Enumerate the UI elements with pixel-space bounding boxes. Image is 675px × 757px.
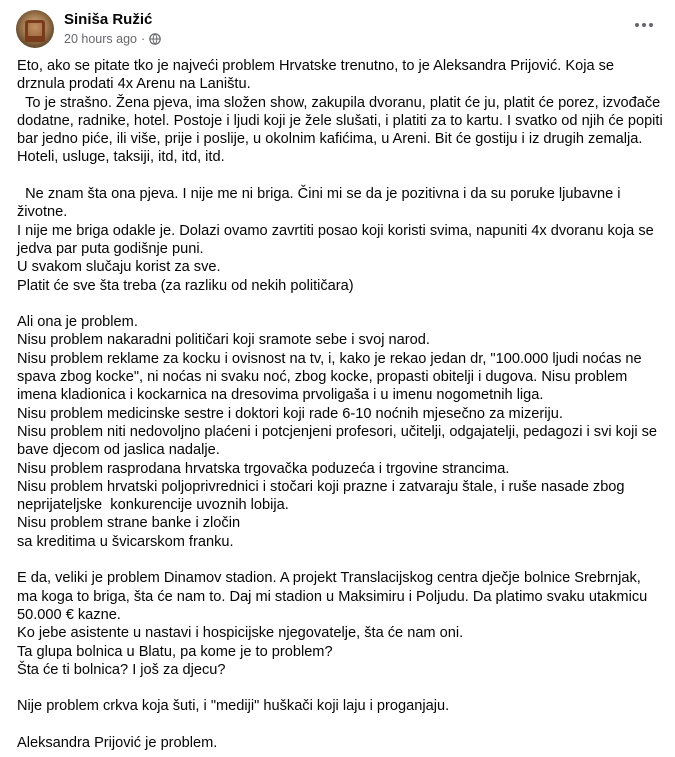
post-text-line: Nisu problem nakaradni političari koji sramote sebe i svoj narod. [17,332,430,349]
post-text-line: Nisu problem niti nedovoljno plaćeni i potcjenjeni profesori, učitelji, odgajatelji, pedagozi i svi koji se bave djecom od jaslica nadalje. [17,423,662,459]
post-text-line: Nisu problem strane banke i zločin [17,515,241,532]
post-timestamp[interactable]: 20 hours ago [64,32,137,46]
post-paragraph [17,697,665,715]
post-text-line: I nije me briga odakle je. Dolazi ovamo zavrtiti posao koji koristi svima, napuniti 4x dvoranu koja se jedva par puta godišnje puni. [17,222,658,257]
post-paragraph [17,734,665,752]
post-header [16,8,661,52]
post-paragraph [17,185,665,295]
post-text-line: Platit će sve šta treba (za razliku od nekih političara) [17,277,354,294]
post-text-line: Nisu problem hrvatski poljoprivrednici i stočari koji prazne i zatvaraju štale, i ruše nasade zbog neprijateljske konkurencije uvoznih lobija. [17,478,629,514]
post-paragraph [17,569,665,679]
post-text-line: Nije problem crkva koja šuti, i "mediji" huškači koji laju i proganjaju. [17,698,450,715]
avatar-image [25,20,45,42]
post-paragraph [17,313,665,551]
post-text-line: Nisu problem rasprodana hrvatska trgovačka poduzeća i trgovine strancima. [17,460,510,477]
post-text-line: Šta će ti bolnica? I još za djecu? [17,661,226,678]
post-text-line: To je strašno. Žena pjeva, ima složen show, zakupila dvoranu, platit će ju, platit će porez, izvođače dodatne, radnike, hotel. Postoje i ljudi koji je žele slušati, i platiti za to kartu. I svatko od njih će popiti bar jedno piće, ili više, prije i poslije, u okolnim kafićima, u Areni. Bit će gostiju i iz drugih zemalja. Hoteli, usluge, taksiji, itd, itd, itd. [17,94,667,166]
post-text-line: U svakom slučaju korist za sve. [17,259,221,276]
post-text-line: Ali ona je problem. [17,314,138,331]
globe-icon[interactable] [149,33,161,45]
post-text-line: Nisu problem medicinske sestre i doktori koji rade 6-10 noćnih mjesečno za mizeriju. [17,405,563,422]
post-paragraph [17,57,665,167]
more-options-icon[interactable] [629,12,659,38]
post-text-line: E da, veliki je problem Dinamov stadion. A projekt Translacijskog centra dječje bolnice Srebrnjak, ma koga to briga, šta će nam to. Daj mi stadion u Maksimiru i Poljudu. Da platimo svaku utakmicu 50.000 € kazne. [17,570,652,623]
post-meta [64,32,161,46]
post-text-line: Ne znam šta ona pjeva. I nije me ni briga. Čini mi se da je pozitivna i da su poruke ljubavne i životne. [17,186,625,221]
post-text-line: Aleksandra Prijović je problem. [17,734,218,751]
post-text-line: sa kreditima u švicarskom franku. [17,533,234,550]
author-name[interactable]: Siniša Ružić [64,11,153,28]
meta-separator: · [140,32,146,46]
post-text-line: Nisu problem reklame za kocku i ovisnost na tv, i, kako je rekao jedan dr, "100.000 ljudi noćas ne spava zbog kocke", ni noćas ni svaku noć, zbog kocke, propasti obitelji i dugova. Nisu problem imena kladionica i kockarnica na dresovima prvoligaša i u imenu nogometnih liga. [17,350,646,404]
post-body [17,57,665,752]
post-text-line: Ta glupa bolnica u Blatu, pa kome je to problem? [17,643,333,660]
author-avatar[interactable] [16,10,54,48]
post-text-line: Ko jebe asistente u nastavi i hospicijske njegovatelje, šta će nam oni. [17,625,464,642]
post-text-line: Eto, ako se pitate tko je najveći problem Hrvatske trenutno, to je Aleksandra Prijović. Koja se drznula prodati 4x Arenu na Laništu. [17,58,619,93]
